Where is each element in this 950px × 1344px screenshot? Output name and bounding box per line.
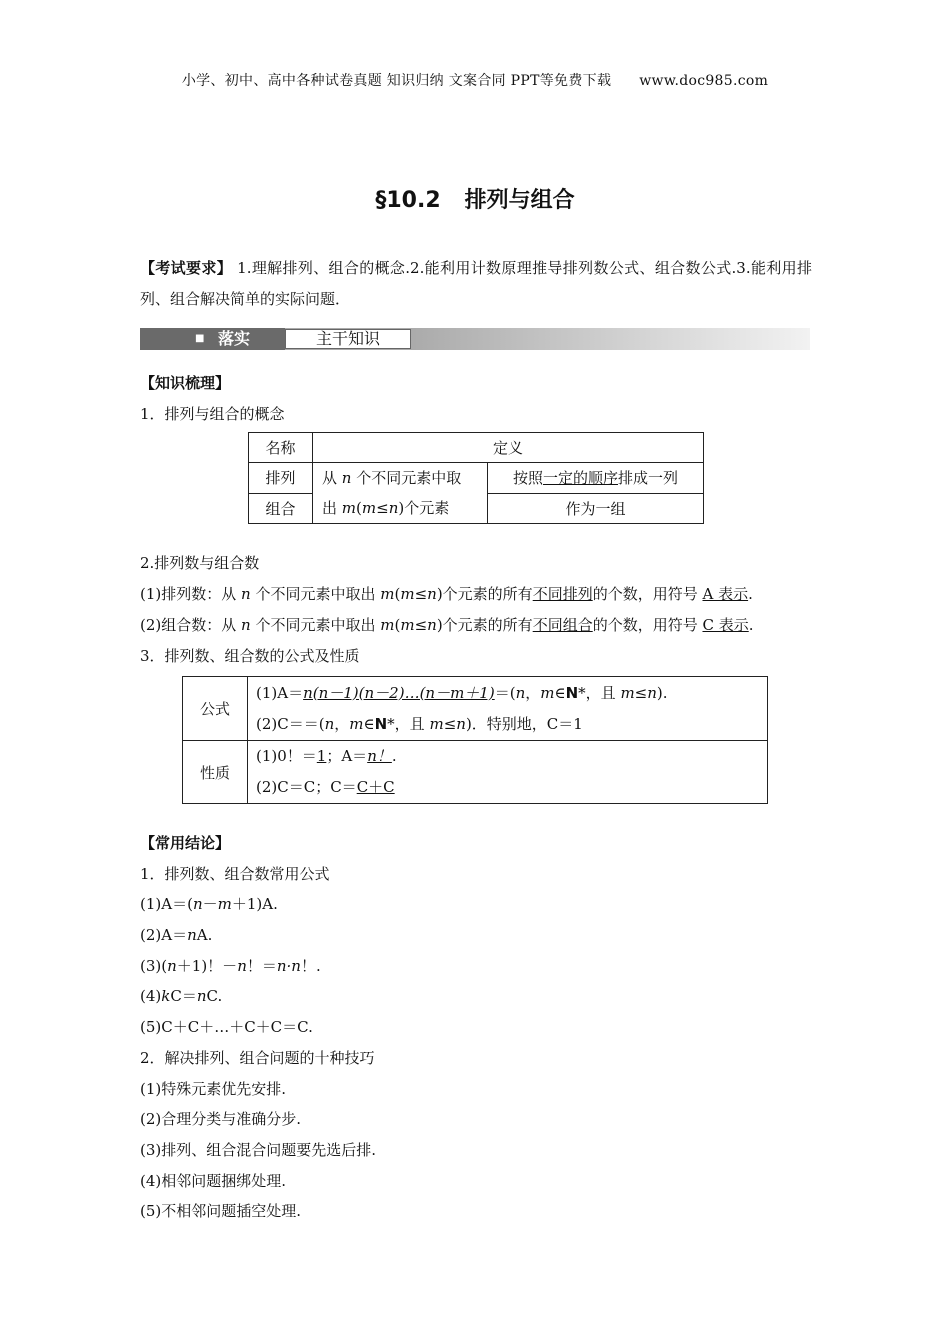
text-segment: n bbox=[241, 585, 251, 603]
text-segment: ( bbox=[394, 585, 401, 603]
header-site: www.doc985.com bbox=[639, 73, 769, 89]
text-segment: A. bbox=[196, 926, 213, 945]
text-segment: ， bbox=[334, 714, 350, 733]
text-segment: *，且 bbox=[578, 683, 621, 702]
text-segment: m bbox=[380, 616, 395, 634]
text-segment: 个不同元素中取 bbox=[351, 469, 462, 487]
text-segment: N bbox=[565, 683, 579, 702]
row-label: 性质 bbox=[183, 741, 248, 804]
text-segment: (5)不相邻问题插空处理. bbox=[140, 1202, 302, 1221]
text-segment: (1)A＝ bbox=[256, 683, 304, 702]
definition-permutation bbox=[488, 463, 704, 494]
text-segment: ). bbox=[656, 683, 668, 702]
text-segment: m bbox=[341, 499, 357, 517]
text-segment: n·n bbox=[276, 956, 301, 975]
banner-left-label: 落实 bbox=[218, 329, 251, 348]
text-segment: k bbox=[161, 987, 171, 1006]
formula-table bbox=[182, 676, 768, 804]
text-line bbox=[256, 772, 767, 803]
text-segment: n bbox=[515, 683, 526, 702]
text-segment: ∈ bbox=[554, 683, 566, 702]
text-segment: ≤ bbox=[634, 683, 648, 702]
text-segment: 不同组合 bbox=[532, 616, 593, 634]
table-row bbox=[183, 741, 768, 804]
text-segment: n bbox=[427, 616, 437, 634]
text-segment: (2)A＝ bbox=[140, 926, 188, 945]
text-line bbox=[256, 709, 767, 740]
text-segment: (2)C＝＝( bbox=[256, 714, 325, 733]
text-segment: n bbox=[427, 585, 437, 603]
text-segment: ！＝ bbox=[246, 956, 277, 975]
text-segment: ≤ bbox=[376, 499, 389, 517]
text-segment: 一定的顺序 bbox=[542, 469, 618, 488]
concept-table bbox=[248, 432, 704, 524]
text-line bbox=[140, 981, 820, 1012]
text-segment: n(n－1)(n－2)…(n－m＋1) bbox=[303, 683, 495, 702]
row-name: 排列 bbox=[249, 463, 313, 494]
text-segment: 3．排列数、组合数的公式及性质 bbox=[140, 647, 360, 665]
table-row bbox=[249, 463, 704, 494]
text-segment: m bbox=[400, 585, 415, 603]
text-segment: ＋1)A. bbox=[231, 895, 278, 914]
text-segment: ！. bbox=[300, 956, 321, 975]
text-line bbox=[140, 368, 820, 399]
text-line bbox=[140, 1104, 820, 1135]
text-segment: (1)A＝( bbox=[140, 895, 193, 914]
text-segment: (3)排列、组合混合问题要先选后排. bbox=[140, 1140, 377, 1159]
text-segment: )．特别地，C＝1 bbox=[465, 714, 583, 733]
text-segment: (1)特殊元素优先安排. bbox=[140, 1079, 287, 1098]
text-segment: (2)组合数：从 bbox=[140, 616, 242, 634]
text-segment: n bbox=[456, 714, 466, 733]
text-segment: ∈ bbox=[363, 714, 375, 733]
shared-definition bbox=[313, 463, 488, 524]
banner-right-label: 主干知识 bbox=[285, 329, 411, 349]
text-segment: m bbox=[217, 895, 232, 914]
formula-cell bbox=[248, 677, 768, 741]
section-banner bbox=[140, 328, 810, 350]
header-cell: 定义 bbox=[313, 433, 704, 463]
text-segment: (1)排列数：从 bbox=[140, 585, 242, 603]
text-line bbox=[140, 1074, 820, 1105]
text-segment: ≤ bbox=[414, 616, 428, 634]
text-segment: － bbox=[202, 895, 218, 914]
text-line bbox=[322, 463, 487, 493]
knowledge-intro bbox=[140, 368, 820, 430]
text-line bbox=[322, 493, 487, 523]
text-segment: m bbox=[429, 714, 444, 733]
text-segment: 按照 bbox=[512, 469, 543, 488]
text-segment: n bbox=[647, 683, 657, 702]
text-segment: 1．排列与组合的概念 bbox=[140, 405, 285, 423]
text-segment: n bbox=[196, 987, 207, 1006]
text-segment: (1)0！＝ bbox=[256, 747, 317, 765]
text-segment: n bbox=[388, 499, 399, 517]
text-line bbox=[140, 1196, 820, 1227]
page-header bbox=[0, 70, 950, 90]
requirements-label: 【考试要求】 bbox=[140, 259, 233, 277]
text-segment: 个不同元素中取出 bbox=[250, 616, 381, 634]
text-segment: 出 bbox=[322, 499, 342, 517]
header-text: 小学、初中、高中各种试卷真题 知识归纳 文案合同 PPT等免费下载 bbox=[181, 73, 612, 89]
text-segment: 1 bbox=[316, 747, 327, 765]
text-line bbox=[140, 610, 820, 641]
exam-requirements bbox=[140, 253, 812, 315]
text-segment: C＋C bbox=[356, 778, 395, 796]
text-line bbox=[140, 828, 820, 859]
table-row bbox=[249, 433, 704, 463]
text-segment: 不同排列 bbox=[532, 585, 593, 603]
text-segment: ( bbox=[394, 616, 401, 634]
text-segment: 2．解决排列、组合问题的十种技巧 bbox=[140, 1048, 375, 1067]
text-segment: m bbox=[540, 683, 555, 702]
page-title bbox=[0, 183, 950, 214]
text-line bbox=[140, 951, 820, 982]
text-line bbox=[256, 678, 767, 709]
text-segment: n bbox=[187, 926, 197, 945]
text-segment: 【知识梳理】 bbox=[140, 374, 231, 392]
text-segment: 的个数，用符号 bbox=[592, 585, 703, 603]
text-line bbox=[140, 920, 820, 951]
text-segment: ≤ bbox=[443, 714, 457, 733]
text-segment: C 表示 bbox=[702, 616, 749, 634]
text-segment: )个元素 bbox=[398, 499, 450, 517]
text-segment: C. bbox=[206, 987, 223, 1006]
text-segment: n bbox=[241, 616, 251, 634]
common-conclusions bbox=[140, 828, 820, 1227]
text-line bbox=[140, 1043, 820, 1074]
text-line bbox=[140, 1012, 820, 1043]
text-line bbox=[140, 859, 820, 890]
text-segment: n bbox=[237, 956, 247, 975]
text-segment: . bbox=[748, 585, 753, 603]
text-segment: 排成一列 bbox=[618, 469, 679, 488]
text-segment: m bbox=[349, 714, 364, 733]
text-segment: ( bbox=[356, 499, 362, 517]
header-cell: 名称 bbox=[249, 433, 313, 463]
text-segment: (4)相邻问题捆绑处理. bbox=[140, 1171, 287, 1190]
text-segment: C＝ bbox=[170, 987, 197, 1006]
property-cell bbox=[248, 741, 768, 804]
text-segment: m bbox=[361, 499, 377, 517]
counts-section bbox=[140, 548, 820, 672]
text-segment: (5)C＋C＋…＋C＋C＝C. bbox=[140, 1018, 313, 1037]
text-segment: ， bbox=[525, 683, 541, 702]
text-line bbox=[140, 579, 820, 610]
text-segment: m bbox=[380, 585, 395, 603]
text-segment: 作为一组 bbox=[565, 499, 626, 518]
requirements-text: 1.理解排列、组合的概念.2.能利用计数原理推导排列数公式、组合数公式.3.能利用排列、组合解决简单的实际问题． bbox=[140, 259, 812, 308]
text-segment: m bbox=[400, 616, 415, 634]
text-segment: 从 bbox=[322, 469, 342, 487]
text-segment: 【常用结论】 bbox=[140, 834, 231, 852]
text-segment: n bbox=[167, 956, 177, 975]
text-line bbox=[140, 1166, 820, 1197]
banner-dark bbox=[140, 328, 285, 350]
text-segment: A 表示 bbox=[702, 585, 749, 603]
definition-combination bbox=[488, 493, 704, 524]
text-segment: *，且 bbox=[387, 714, 430, 733]
text-segment: ≤ bbox=[414, 585, 428, 603]
text-segment: (4) bbox=[140, 987, 162, 1006]
text-line bbox=[256, 741, 767, 772]
text-segment: 2.排列数与组合数 bbox=[140, 554, 260, 572]
text-segment: N bbox=[374, 714, 388, 733]
text-line bbox=[140, 399, 820, 430]
text-line bbox=[140, 641, 820, 672]
text-segment: n！ bbox=[367, 747, 392, 765]
text-segment: ；A＝ bbox=[326, 747, 368, 765]
text-segment: n bbox=[324, 714, 335, 733]
text-line bbox=[140, 548, 820, 579]
text-segment: . bbox=[391, 747, 397, 765]
text-segment: ＋1)！－ bbox=[176, 956, 238, 975]
bullet-square-icon: ■ bbox=[195, 333, 205, 344]
text-segment: n bbox=[341, 469, 352, 487]
text-segment: n bbox=[192, 895, 203, 914]
row-label: 公式 bbox=[183, 677, 248, 741]
text-segment: 的个数，用符号 bbox=[592, 616, 703, 634]
text-segment: (3)( bbox=[140, 956, 168, 975]
text-segment: 1．排列数、组合数常用公式 bbox=[140, 864, 330, 883]
text-segment: (2)合理分类与准确分步. bbox=[140, 1110, 302, 1129]
text-segment: )个元素的所有 bbox=[436, 585, 533, 603]
text-segment: )个元素的所有 bbox=[436, 616, 533, 634]
row-name: 组合 bbox=[249, 493, 313, 524]
text-segment: . bbox=[748, 616, 754, 634]
text-segment: m bbox=[620, 683, 635, 702]
text-line bbox=[140, 1135, 820, 1166]
table-row bbox=[183, 677, 768, 741]
section-number: §10.2 bbox=[375, 188, 441, 213]
section-name: 排列与组合 bbox=[464, 188, 575, 213]
text-segment: (2)C＝C；C＝ bbox=[256, 778, 357, 796]
text-segment: 个不同元素中取出 bbox=[250, 585, 381, 603]
text-line bbox=[140, 889, 820, 920]
text-segment: ＝( bbox=[494, 683, 516, 702]
